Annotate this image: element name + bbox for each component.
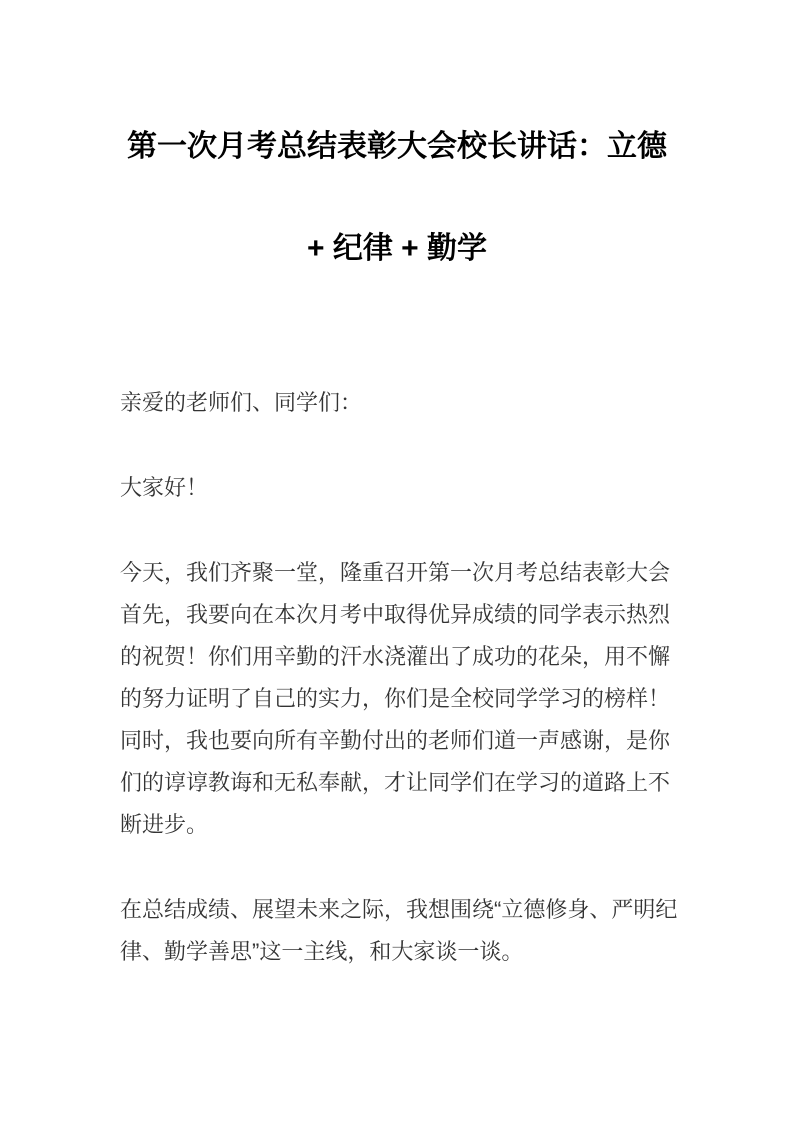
text-line: 大家好！ <box>120 475 209 500</box>
title-line-2: + 纪律 + 勤学 <box>306 232 488 265</box>
text-line: 律、勤学善思”这一主线，和大家谈一谈。 <box>120 939 524 964</box>
paragraph-body-main <box>120 552 674 846</box>
text-line: 们的谆谆教诲和无私奉献，才让同学们在学习的道路上不 <box>120 770 671 795</box>
paragraph-theme <box>120 889 678 973</box>
text-line: 首先，我要向在本次月考中取得优异成绩的同学表示热烈 <box>120 602 671 627</box>
text-line: 同时，我也要向所有辛勤付出的老师们道一声感谢，是你 <box>120 728 671 753</box>
paragraph-salutation <box>120 382 674 424</box>
text-line: 的努力证明了自己的实力，你们是全校同学学习的榜样！ <box>120 686 671 711</box>
text-line: 亲爱的老师们、同学们： <box>120 390 363 415</box>
document-title <box>120 96 674 300</box>
text-line: 今天，我们齐聚一堂，隆重召开第一次月考总结表彰大会 <box>120 560 671 585</box>
paragraph-greeting <box>120 467 674 509</box>
title-line-1: 第一次月考总结表彰大会校长讲话：立德 <box>127 130 667 163</box>
text-line: 在总结成绩、展望未来之际，我想围绕“立德修身、严明纪 <box>120 897 678 922</box>
text-line: 断进步。 <box>120 812 209 837</box>
text-line: 的祝贺！你们用辛勤的汗水浇灌出了成功的花朵，用不懈 <box>120 644 671 669</box>
